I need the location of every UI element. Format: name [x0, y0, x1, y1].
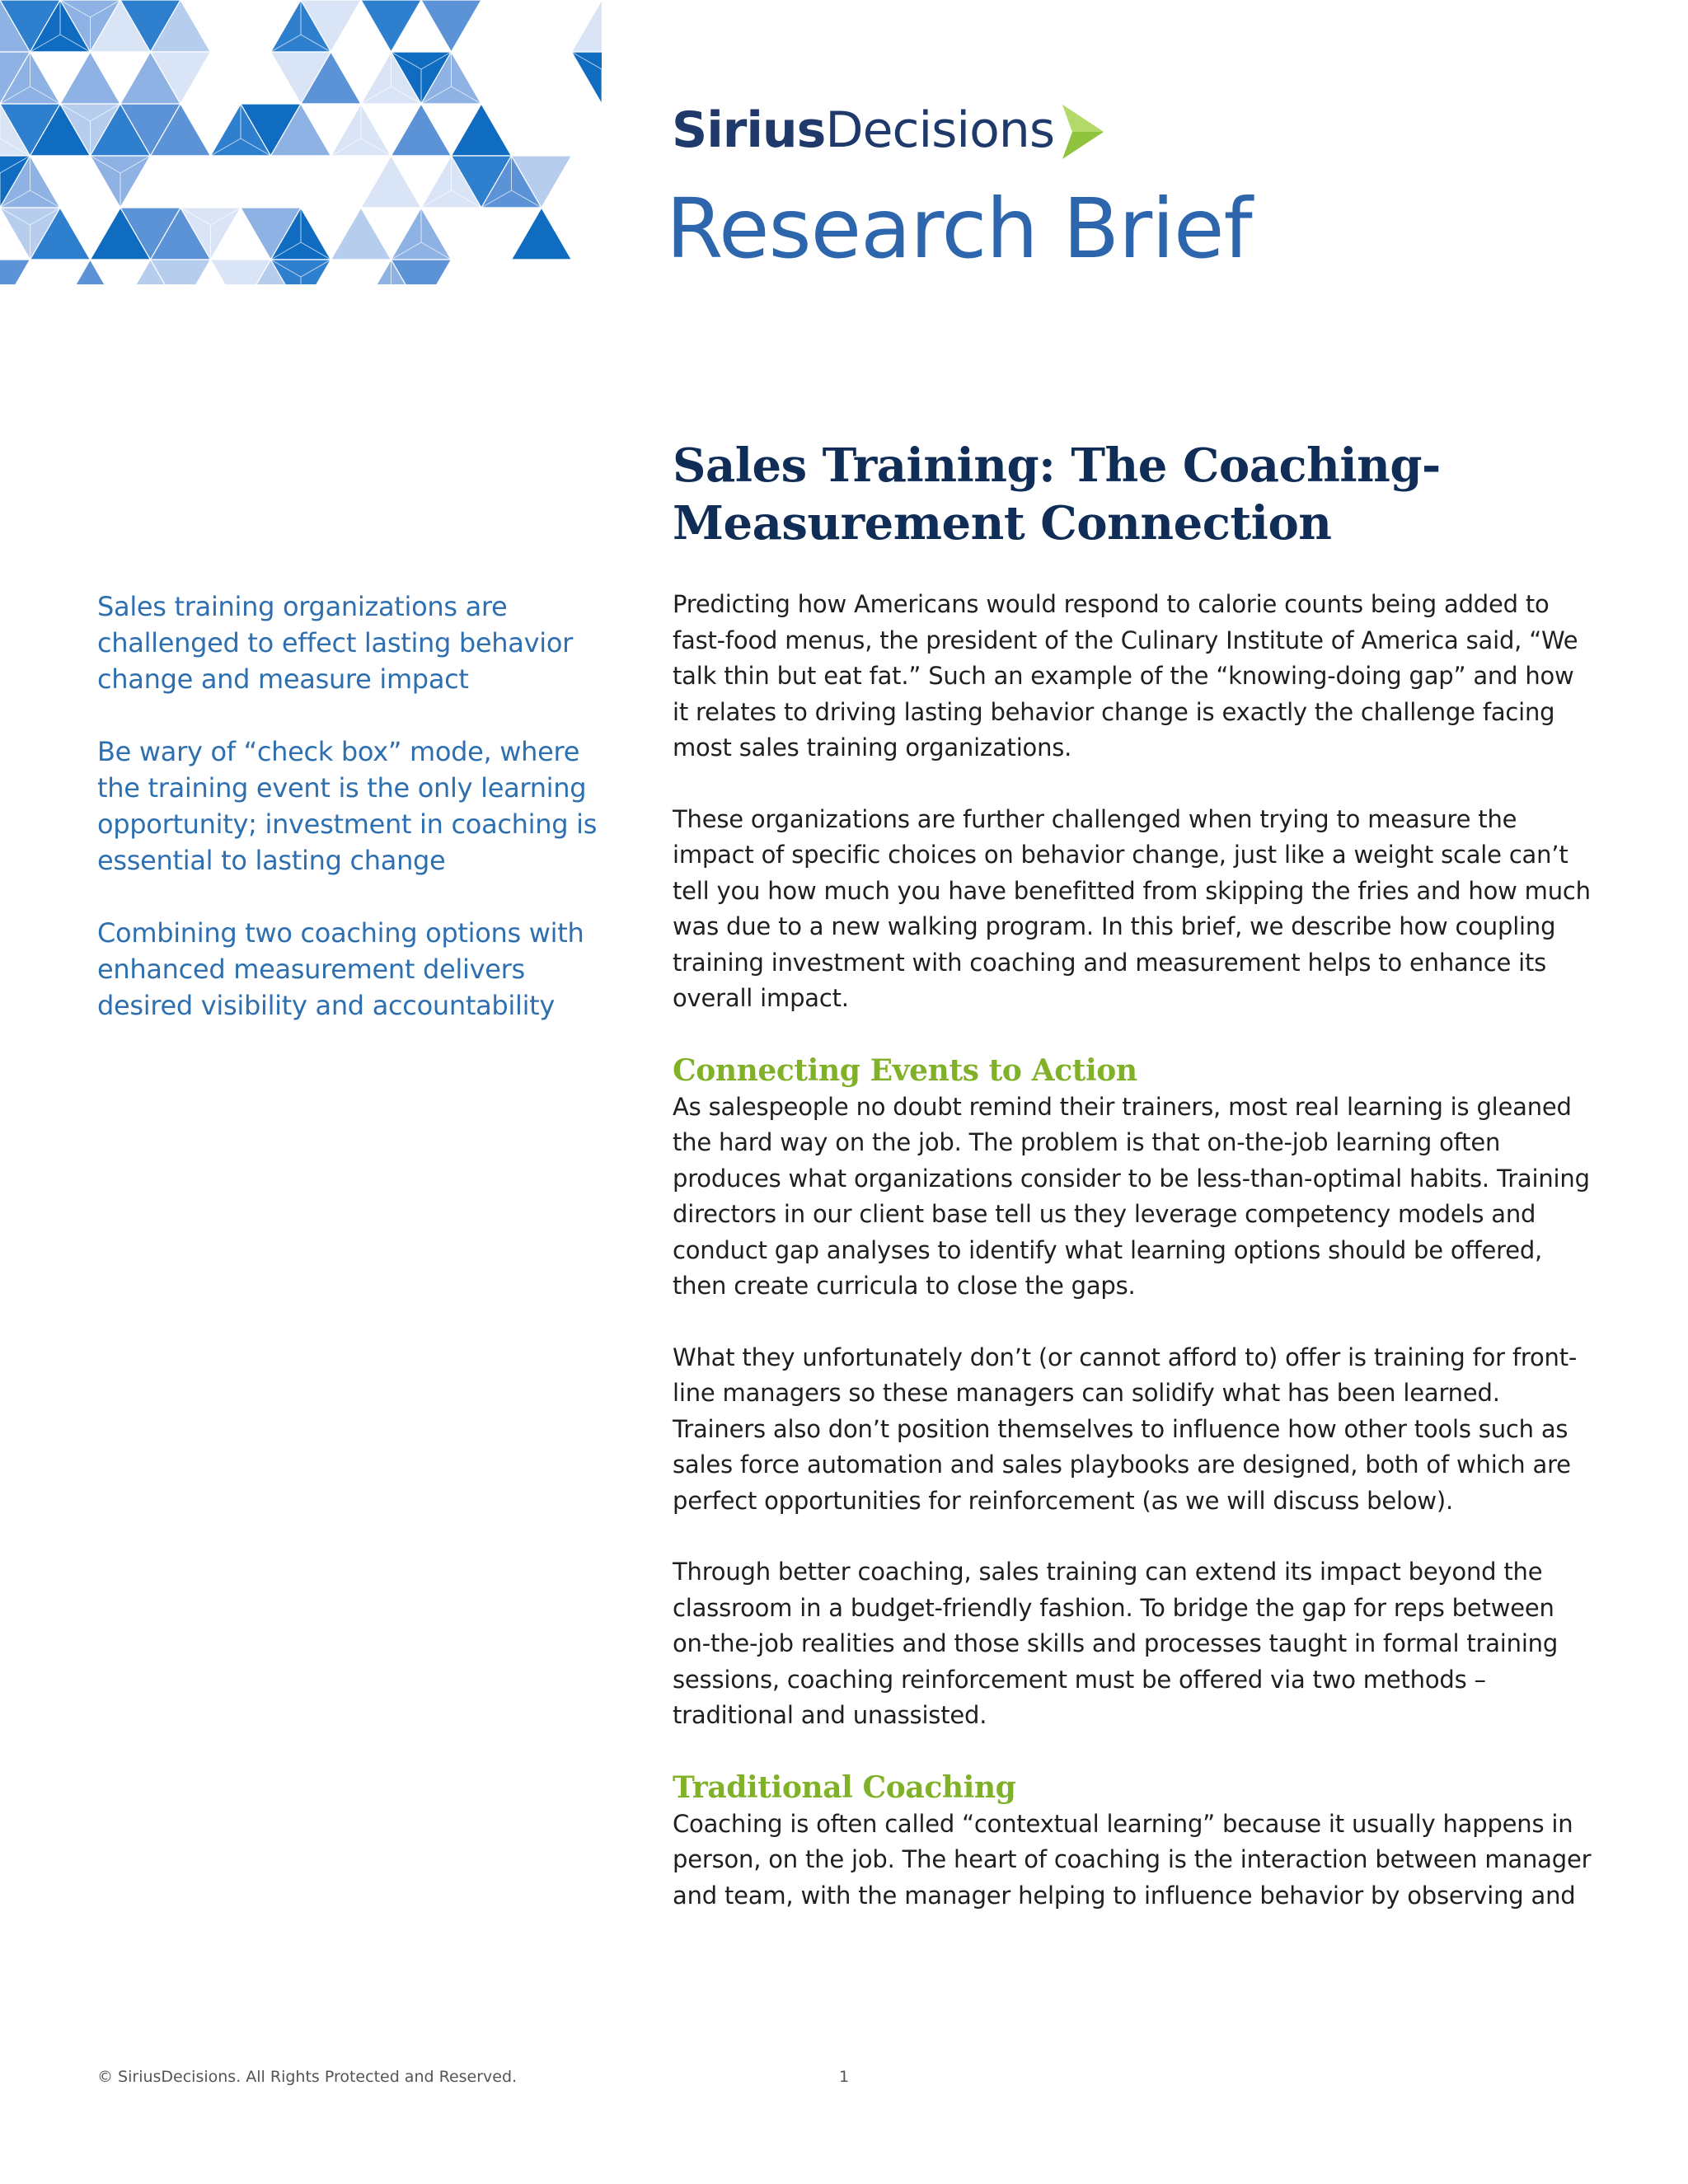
- logo-wordmark-part2: Decisions: [825, 101, 1055, 159]
- footer-copyright: © SiriusDecisions. All Rights Protected and Reserved.: [97, 2068, 518, 2086]
- key-points-sidebar: [97, 588, 608, 1060]
- document-type-heading: Research Brief: [666, 180, 1252, 277]
- brief-title-line-1: Sales Training: The Coaching-: [673, 438, 1441, 493]
- brief-body: [673, 587, 1596, 1949]
- logo-wordmark: [672, 101, 1055, 159]
- body-paragraph: As salespeople no doubt remind their trainers, most real learning is gleaned the hard way on the job. The problem is that on-the-job learning often produces what organizations consider to be less-than-optimal habits. Training directors in our client base tell us they leverage competency models and conduct gap analyses to identify what learning options should be offered, then create curricula to close the gaps.: [673, 1092, 1590, 1300]
- logo-wordmark-part1: Sirius: [672, 101, 826, 159]
- brief-title-line-2: Measurement Connection: [673, 496, 1332, 551]
- key-point: Sales training organizations are challenged to effect lasting behavior change and measure impact: [97, 591, 573, 695]
- brief-title: [673, 437, 1596, 552]
- triangle-pattern-icon: [0, 0, 602, 284]
- body-paragraph: Coaching is often called “contextual learning” because it usually happens in person, on the job. The heart of coaching is the interaction between manager and team, with the manager helping to influence behavior by observing and: [673, 1809, 1592, 1910]
- sirius-decisions-logo: [672, 97, 1105, 163]
- section-heading-connecting-events: Connecting Events to Action: [673, 1052, 1137, 1088]
- body-paragraph: These organizations are further challenged when trying to measure the impact of specific choices on behavior change, just like a weight scale can’t tell you how much you have benefitted from skipping the fries and how much was due to a new walking program. In this brief, we describe how coupling training investment with coaching and measurement helps to enhance its overall impact.: [673, 804, 1591, 1012]
- body-paragraph: Predicting how Americans would respond to calorie counts being added to fast-food menus, the president of the Culinary Institute of America said, “We talk thin but eat fat.” Such an example of the “knowing-doing gap” and how it relates to driving lasting behavior change is exactly the challenge facing most sales training organizations.: [673, 590, 1578, 762]
- body-paragraph: Through better coaching, sales training can extend its impact beyond the classroom in a budget-friendly fashion. To bridge the gap for reps between on-the-job realities and those skills and processes taught in formal training sessions, coaching reinforcement must be offered via two methods – traditional and unassisted.: [673, 1558, 1559, 1729]
- chevron-arrow-icon: [1059, 103, 1105, 161]
- body-paragraph: What they unfortunately don’t (or cannot afford to) offer is training for front-line managers so these managers can solidify what has been learned. Trainers also don’t position themselves to influence how other tools such as sales force automation and sales playbooks are designed, both of which are perfect opportunities for reinforcement (as we will discuss below).: [673, 1343, 1578, 1515]
- page-number: 1: [839, 2068, 850, 2086]
- key-point: Combining two coaching options with enhanced measurement delivers desired visibility and accountability: [97, 917, 584, 1021]
- section-heading-traditional-coaching: Traditional Coaching: [673, 1769, 1016, 1805]
- key-point: Be wary of “check box” mode, where the training event is the only learning opportunity; investment in coaching is essential to lasting change: [97, 736, 598, 876]
